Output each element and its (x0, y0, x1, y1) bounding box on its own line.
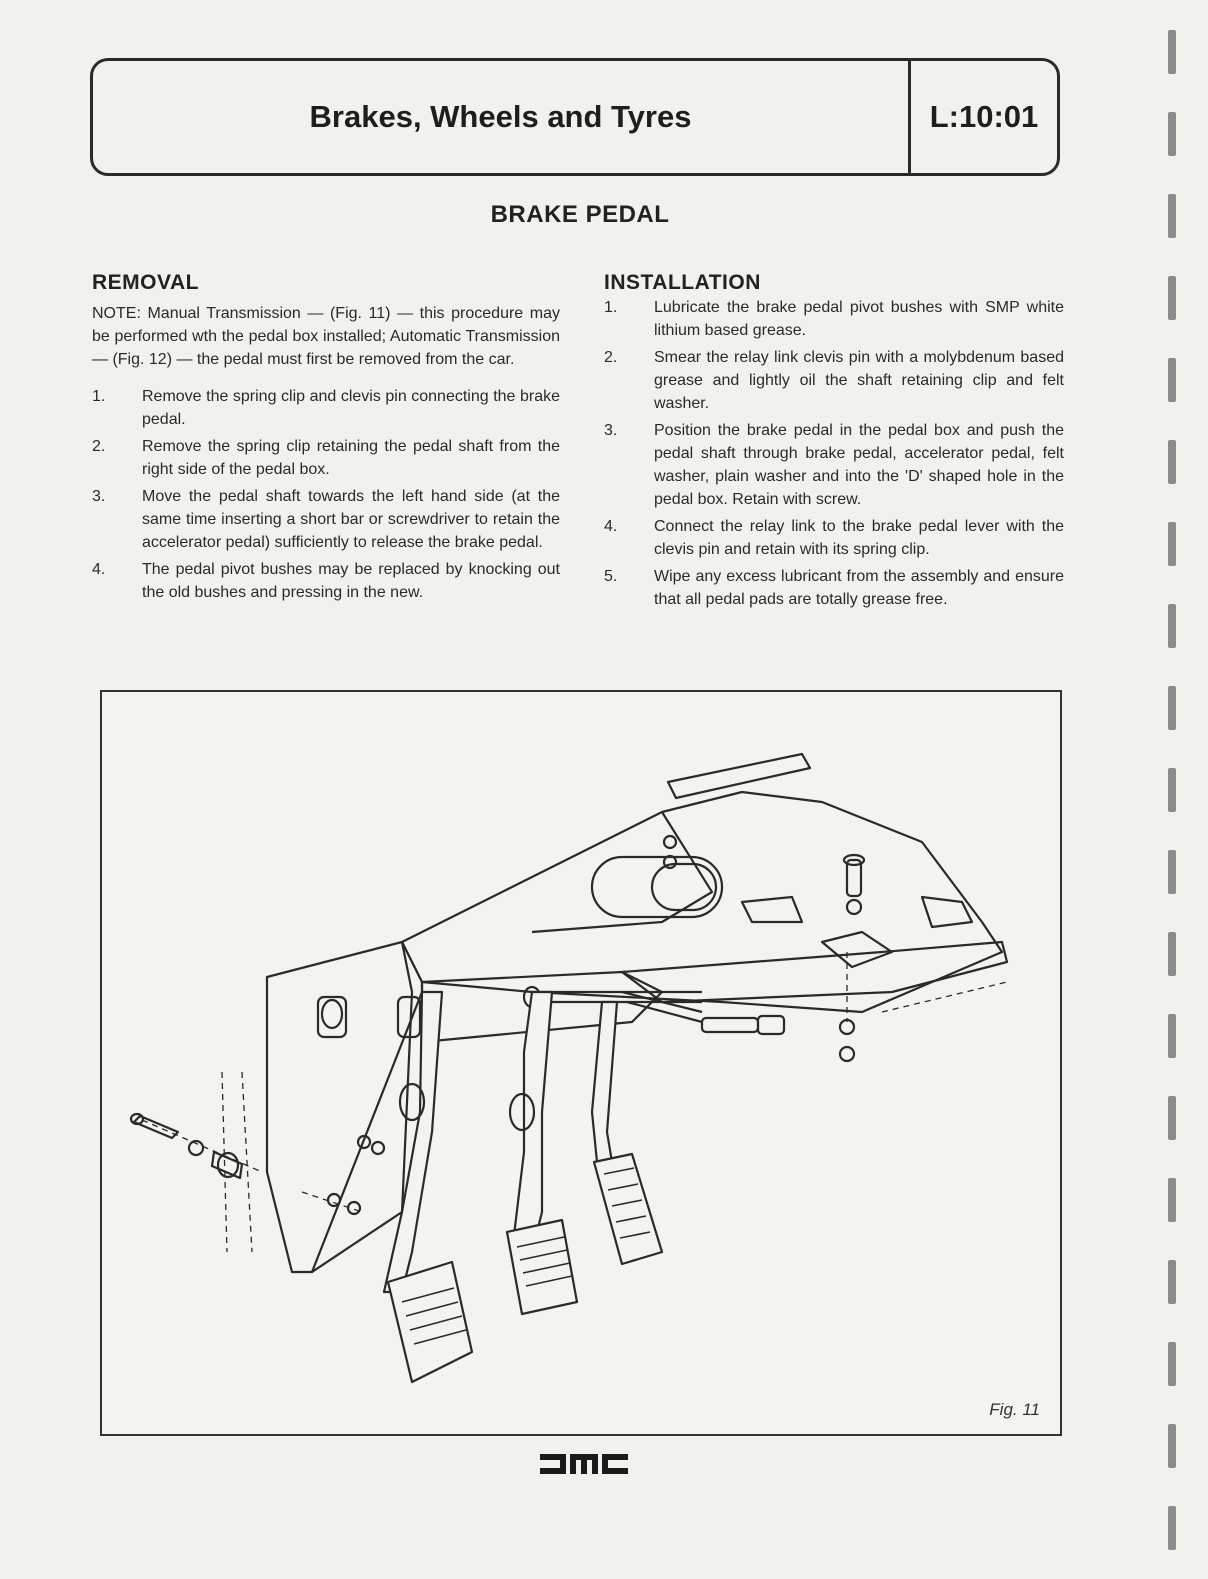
step-text: Smear the relay link clevis pin with a molybdenum based grease and lightly oil the shaft retaining clip and felt washer. (654, 349, 1064, 412)
brake-pedal-pad (507, 1220, 577, 1314)
installation-step (604, 296, 1064, 342)
step-number: 4. (92, 561, 106, 578)
installation-heading: INSTALLATION (604, 271, 761, 294)
step-number: 2. (604, 349, 618, 366)
installation-column (604, 271, 1064, 615)
dmc-logo (538, 1450, 630, 1478)
step-text: Remove the spring clip and clevis pin connecting the brake pedal. (142, 388, 560, 428)
installation-step (604, 419, 1064, 511)
section-title: BRAKE PEDAL (490, 201, 670, 228)
step-number: 2. (92, 438, 106, 455)
clutch-pedal-pad (388, 1262, 472, 1382)
step-number: 1. (604, 299, 618, 316)
step-number: 3. (604, 422, 618, 439)
removal-step (92, 485, 560, 554)
figure-caption: Fig. 11 (989, 1400, 1040, 1419)
removal-note: NOTE: Manual Transmission — (Fig. 11) — this procedure may be performed wth the pedal box installed; Automatic Transmission — (Fig. 12) — the pedal must first be removed from the car. (92, 305, 560, 368)
step-text: Position the brake pedal in the pedal box and push the pedal shaft through brake pedal, accelerator pedal, felt washer, plain washer and into the 'D' shaped hole in the pedal box. Retain with screw. (654, 422, 1064, 508)
page-header (90, 58, 1060, 176)
step-text: Move the pedal shaft towards the left hand side (at the same time inserting a short bar or screwdriver to retain the accelerator pedal) sufficiently to release the brake pedal. (142, 488, 560, 551)
step-number: 4. (604, 518, 618, 535)
step-text: Lubricate the brake pedal pivot bushes with SMP white lithium based grease. (654, 299, 1064, 339)
removal-heading: REMOVAL (92, 271, 199, 294)
chapter-title: Brakes, Wheels and Tyres (309, 99, 692, 134)
installation-step (604, 346, 1064, 415)
accelerator-pedal-pad (594, 1154, 662, 1264)
step-number: 5. (604, 568, 618, 585)
binder-tabs (1162, 0, 1192, 1579)
removal-step (92, 558, 560, 604)
removal-step (92, 385, 560, 431)
removal-steps (92, 385, 560, 604)
mounting-bracket (668, 754, 810, 798)
pedal-box-illustration (102, 692, 1060, 1434)
section-code: L:10:01 (929, 99, 1039, 134)
pedal-box-figure (100, 690, 1062, 1436)
step-number: 3. (92, 488, 106, 505)
installation-steps (604, 296, 1064, 611)
step-text: The pedal pivot bushes may be replaced by knocking out the old bushes and pressing in the new. (142, 561, 560, 601)
removal-step (92, 435, 560, 481)
step-text: Remove the spring clip retaining the pedal shaft from the right side of the pedal box. (142, 438, 560, 478)
step-text: Wipe any excess lubricant from the assembly and ensure that all pedal pads are totally grease free. (654, 568, 1064, 608)
installation-step (604, 515, 1064, 561)
step-number: 1. (92, 388, 106, 405)
installation-step (604, 565, 1064, 611)
removal-column (92, 271, 560, 608)
step-text: Connect the relay link to the brake pedal lever with the clevis pin and retain with its spring clip. (654, 518, 1064, 558)
